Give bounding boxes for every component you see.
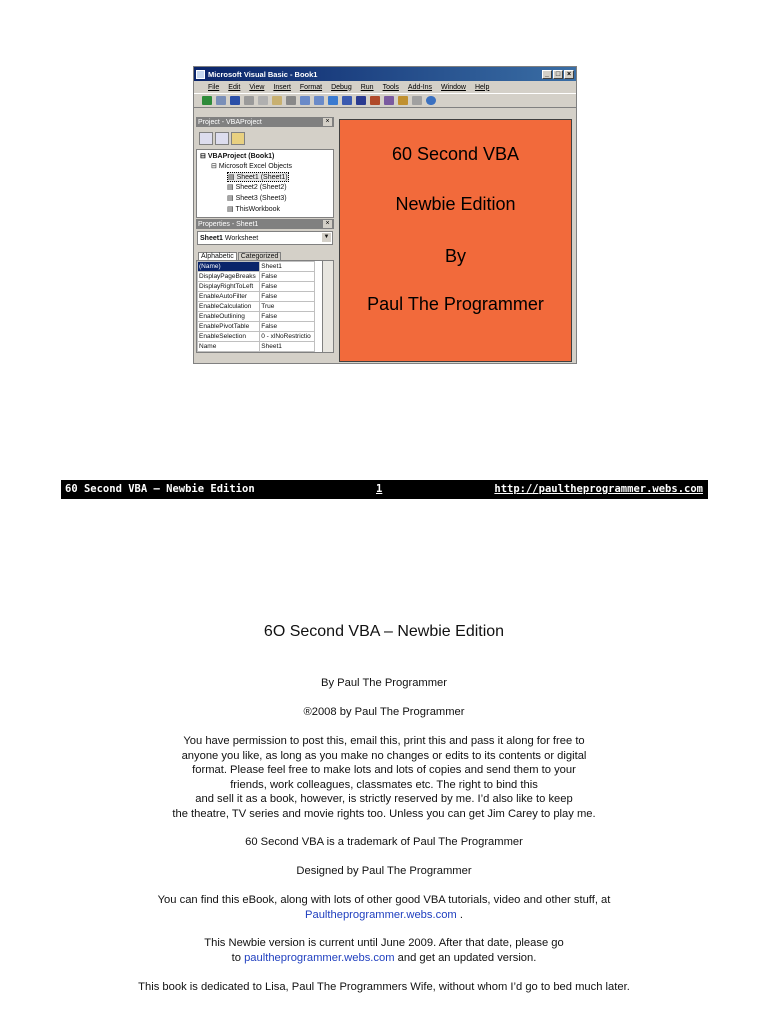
menu-view: View bbox=[249, 83, 265, 91]
project-panel-header bbox=[196, 117, 334, 127]
view-object-icon bbox=[215, 132, 229, 145]
property-row bbox=[198, 262, 315, 272]
tree-item-label: ThisWorkbook bbox=[235, 206, 281, 213]
design-mode-icon bbox=[370, 96, 380, 105]
excel-icon bbox=[202, 96, 212, 105]
find-line: You can find this eBook, along with lots of other good VBA tutorials, video and other stuff, at bbox=[157, 894, 611, 906]
help-icon bbox=[426, 96, 436, 105]
property-row bbox=[198, 292, 315, 302]
website-link[interactable]: Paultheprogrammer.webs.com bbox=[305, 908, 457, 921]
undo-icon bbox=[300, 96, 310, 105]
footer-url[interactable]: http://paultheprogrammer.webs.com bbox=[494, 483, 703, 495]
footer-title: 60 Second VBA – Newbie Edition bbox=[65, 483, 255, 495]
save-icon bbox=[230, 96, 240, 105]
cover-author: Paul The Programmer bbox=[367, 294, 544, 314]
permission-line: the theatre, TV series and movie rights too. Unless you can get Jim Carey to play me. bbox=[172, 807, 596, 820]
minimize-button: _ bbox=[542, 70, 552, 79]
menu-format: Format bbox=[299, 83, 323, 91]
object-select-name: Sheet1 bbox=[200, 234, 223, 242]
tree-root-label: VBAProject (Book1) bbox=[207, 153, 275, 160]
property-value: False bbox=[260, 272, 315, 282]
vbe-menu-bar bbox=[194, 81, 576, 93]
run-icon bbox=[328, 96, 338, 105]
cover-panel bbox=[339, 119, 572, 362]
property-name: EnableOutlining bbox=[198, 312, 260, 322]
project-panel-title: Project - VBAProject bbox=[198, 118, 262, 126]
close-button: × bbox=[564, 70, 574, 79]
tree-folder: ⊟ Microsoft Excel Objects bbox=[211, 163, 292, 170]
find-icon bbox=[286, 96, 296, 105]
cover-title: 60 Second VBA bbox=[391, 144, 520, 164]
project-tree bbox=[196, 149, 334, 218]
vba-editor-screenshot bbox=[193, 66, 577, 364]
vbe-app-icon bbox=[196, 70, 205, 79]
property-name: EnableSelection bbox=[198, 332, 260, 342]
property-name: Name bbox=[198, 342, 260, 352]
break-icon bbox=[342, 96, 352, 105]
vbe-title-bar bbox=[194, 67, 576, 81]
page-heading: 6O Second VBA – Newbie Edition bbox=[263, 623, 505, 640]
toggle-folders-icon bbox=[231, 132, 245, 145]
tree-folder-label: Microsoft Excel Objects bbox=[218, 163, 292, 170]
property-row bbox=[198, 342, 315, 352]
menu-addins: Add-Ins bbox=[407, 83, 433, 91]
properties-scrollbar bbox=[322, 261, 333, 352]
version-link-line bbox=[0, 951, 768, 966]
tab-categorized: Categorized bbox=[238, 252, 282, 260]
redo-icon bbox=[314, 96, 324, 105]
permission-line: format. Please feel free to make lots and lots of copies and send them to your bbox=[192, 764, 576, 776]
tree-root: ⊟ VBAProject (Book1) bbox=[200, 153, 275, 160]
property-value: False bbox=[260, 322, 315, 332]
tree-item-label: Sheet2 (Sheet2) bbox=[235, 184, 287, 191]
reset-icon bbox=[356, 96, 366, 105]
property-value: Sheet1 bbox=[260, 342, 315, 352]
tree-item-label: Sheet3 (Sheet3) bbox=[235, 195, 287, 202]
copyright-line: ®2008 by Paul The Programmer bbox=[303, 706, 465, 718]
cut-icon bbox=[244, 96, 254, 105]
property-name: EnablePivotTable bbox=[198, 322, 260, 332]
designed-line: Designed by Paul The Programmer bbox=[296, 865, 472, 877]
property-value: Sheet1 bbox=[260, 262, 315, 272]
menu-debug: Debug bbox=[331, 83, 352, 91]
menu-help: Help bbox=[474, 83, 490, 91]
properties-panel-header bbox=[196, 219, 334, 229]
find-suffix: . bbox=[456, 908, 463, 921]
property-row bbox=[198, 332, 315, 342]
project-toolbar bbox=[196, 127, 334, 149]
property-name: EnableCalculation bbox=[198, 302, 260, 312]
version-to: to bbox=[231, 951, 245, 964]
menu-window: Window bbox=[441, 83, 466, 91]
paste-icon bbox=[272, 96, 282, 105]
vbe-title: Microsoft Visual Basic - Book1 bbox=[208, 69, 318, 79]
property-value: True bbox=[260, 302, 315, 312]
property-name: EnableAutoFilter bbox=[198, 292, 260, 302]
property-value: False bbox=[260, 292, 315, 302]
property-row bbox=[198, 272, 315, 282]
permission-line: anyone you like, as long as you make no changes or edits to its contents or digital bbox=[181, 749, 587, 762]
copy-icon bbox=[258, 96, 268, 105]
tab-alphabetic: Alphabetic bbox=[198, 252, 237, 260]
property-name: DisplayPageBreaks bbox=[198, 272, 260, 282]
vbe-toolbar bbox=[194, 93, 576, 108]
property-value: False bbox=[260, 312, 315, 322]
permission-line: You have permission to post this, email this, print this and pass it along for free to bbox=[183, 735, 585, 747]
view-code-icon bbox=[199, 132, 213, 145]
close-icon: × bbox=[323, 220, 332, 228]
maximize-button: □ bbox=[553, 70, 563, 79]
cover-edition: Newbie Edition bbox=[395, 194, 516, 214]
footer-page-number: 1 bbox=[376, 483, 383, 495]
tree-item-sheet3: ▤ Sheet3 (Sheet3) bbox=[227, 195, 287, 202]
trademark-line: 60 Second VBA is a trademark of Paul The Programmer bbox=[245, 836, 523, 848]
cover-by: By bbox=[444, 246, 466, 266]
object-browser-icon bbox=[412, 96, 422, 105]
byline: By Paul The Programmer bbox=[320, 677, 447, 689]
property-row bbox=[198, 282, 315, 292]
menu-insert: Insert bbox=[273, 83, 291, 91]
tree-item-sheet2: ▤ Sheet2 (Sheet2) bbox=[227, 184, 287, 191]
menu-run: Run bbox=[360, 83, 374, 91]
menu-file: File bbox=[208, 83, 220, 91]
property-row bbox=[198, 322, 315, 332]
tree-item-thisworkbook: ▤ ThisWorkbook bbox=[227, 206, 281, 213]
menu-edit: Edit bbox=[228, 83, 241, 91]
find-link-line bbox=[0, 908, 768, 923]
property-value: 0 - xlNoRestrictio bbox=[260, 332, 315, 342]
menu-tools: Tools bbox=[382, 83, 399, 91]
update-link[interactable]: paultheprogrammer.webs.com bbox=[244, 951, 395, 964]
tree-item-sheet1: ▤ Sheet1 (Sheet1) bbox=[228, 174, 288, 181]
properties-panel-title: Properties - Sheet1 bbox=[198, 220, 259, 228]
property-name: (Name) bbox=[198, 262, 260, 272]
property-row bbox=[198, 302, 315, 312]
version-line: This Newbie version is current until June 2009. After that date, please go bbox=[204, 937, 564, 949]
property-row bbox=[198, 312, 315, 322]
tree-item-label: Sheet1 (Sheet1) bbox=[236, 174, 288, 181]
properties-grid bbox=[196, 260, 334, 353]
version-suffix: and get an updated version. bbox=[394, 951, 537, 964]
chevron-down-icon: ▼ bbox=[323, 234, 330, 240]
project-explorer-icon bbox=[384, 96, 394, 105]
properties-icon bbox=[398, 96, 408, 105]
insert-module-icon bbox=[216, 96, 226, 105]
property-value: False bbox=[260, 282, 315, 292]
permission-line: and sell it as a book, however, is strictly reserved by me. I’d also like to keep bbox=[195, 793, 573, 805]
permission-line: friends, work colleagues, classmates etc. The right to bind this bbox=[230, 778, 538, 791]
page-footer bbox=[61, 480, 708, 499]
dedication-line: This book is dedicated to Lisa, Paul The Programmers Wife, without whom I’d go to bed much later. bbox=[138, 981, 630, 993]
object-select-type: Worksheet bbox=[224, 234, 259, 242]
close-icon: × bbox=[323, 118, 332, 126]
object-select bbox=[197, 231, 333, 245]
vbe-left-pane bbox=[196, 117, 334, 353]
properties-tabs bbox=[196, 247, 334, 260]
property-name: DisplayRightToLeft bbox=[198, 282, 260, 292]
